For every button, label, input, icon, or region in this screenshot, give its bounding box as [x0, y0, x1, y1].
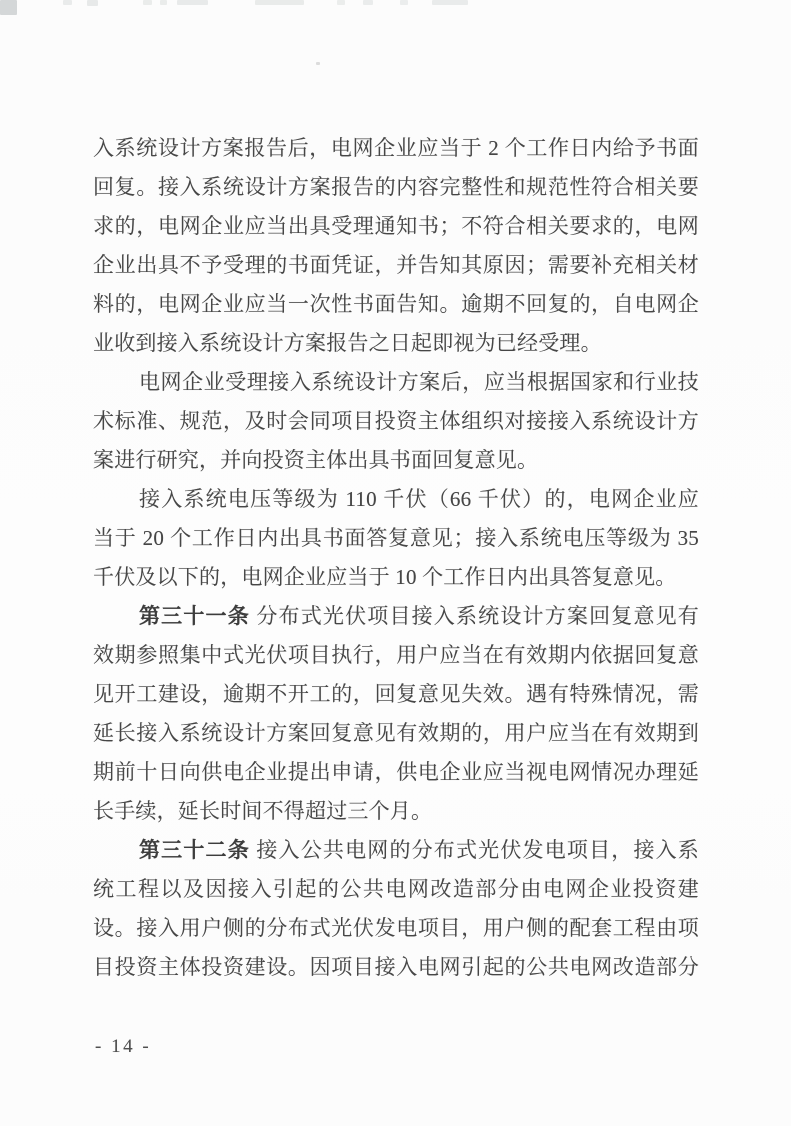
doc-line [93, 831, 699, 870]
scan-artifact [337, 0, 345, 5]
doc-line: 业收到接入系统设计方案报告之日起即视为已经受理。 [93, 331, 602, 355]
doc-line: 回复。接入系统设计方案报告的内容完整性和规范性符合相关要 [93, 175, 699, 199]
doc-line: 长手续，延长时间不得超过三个月。 [93, 799, 433, 823]
doc-line: 期前十日向供电企业提出申请，供电企业应当视电网情况办理延 [93, 760, 699, 784]
scan-artifact [177, 0, 208, 5]
scan-artifact [160, 0, 167, 5]
article-text: 接入公共电网的分布式光伏发电项目，接入系 [249, 838, 700, 862]
doc-line: 入系统设计方案报告后，电网企业应当于 2 个工作日内给予书面 [93, 136, 699, 160]
doc-line: 千伏及以下的，电网企业应当于 10 个工作日内出具答复意见。 [93, 565, 677, 589]
doc-line: 延长接入系统设计方案回复意见有效期的，用户应当在有效期到 [93, 721, 699, 745]
doc-line [93, 597, 699, 636]
scan-artifact [63, 0, 72, 5]
doc-line: 接入系统电压等级为 110 千伏（66 千伏）的，电网企业应 [139, 487, 699, 511]
scan-artifact [0, 0, 17, 15]
doc-line: 术标准、规范，及时会同项目投资主体组织对接接入系统设计方 [93, 409, 699, 433]
scan-artifact [87, 0, 98, 6]
scan-artifact [363, 0, 373, 5]
article-number: 第三十一条 [139, 604, 250, 628]
doc-line: 目投资主体投资建设。因项目接入电网引起的公共电网改造部分 [93, 955, 699, 979]
doc-line: 料的，电网企业应当一次性书面告知。逾期不回复的，自电网企 [93, 292, 699, 316]
scan-artifact [432, 0, 468, 5]
doc-line: 电网企业受理接入系统设计方案后，应当根据国家和行业技 [139, 370, 699, 394]
document-text-block [93, 129, 699, 987]
doc-line: 设。接入用户侧的分布式光伏发电项目，用户侧的配套工程由项 [93, 916, 699, 940]
doc-line: 当于 20 个工作日内出具书面答复意见；接入系统电压等级为 35 [93, 526, 699, 550]
scan-artifact [316, 62, 320, 65]
doc-line: 案进行研究，并向投资主体出具书面回复意见。 [93, 448, 539, 472]
scan-artifact [143, 0, 152, 5]
article-text: 分布式光伏项目接入系统设计方案回复意见有 [249, 604, 700, 628]
doc-line: 见开工建设，逾期不开工的，回复意见失效。遇有特殊情况，需 [93, 682, 699, 706]
doc-line: 效期参照集中式光伏项目执行，用户应当在有效期内依据回复意 [93, 643, 699, 667]
doc-line: 企业出具不予受理的书面凭证，并告知其原因；需要补充相关材 [93, 253, 699, 277]
scan-artifact [255, 0, 304, 5]
doc-line: 统工程以及因接入引起的公共电网改造部分由电网企业投资建 [93, 877, 699, 901]
scan-artifact [400, 0, 408, 5]
article-number: 第三十二条 [139, 838, 250, 862]
page-number: - 14 - [95, 1036, 152, 1057]
doc-line: 求的，电网企业应当出具受理通知书；不符合相关要求的，电网 [93, 214, 699, 238]
